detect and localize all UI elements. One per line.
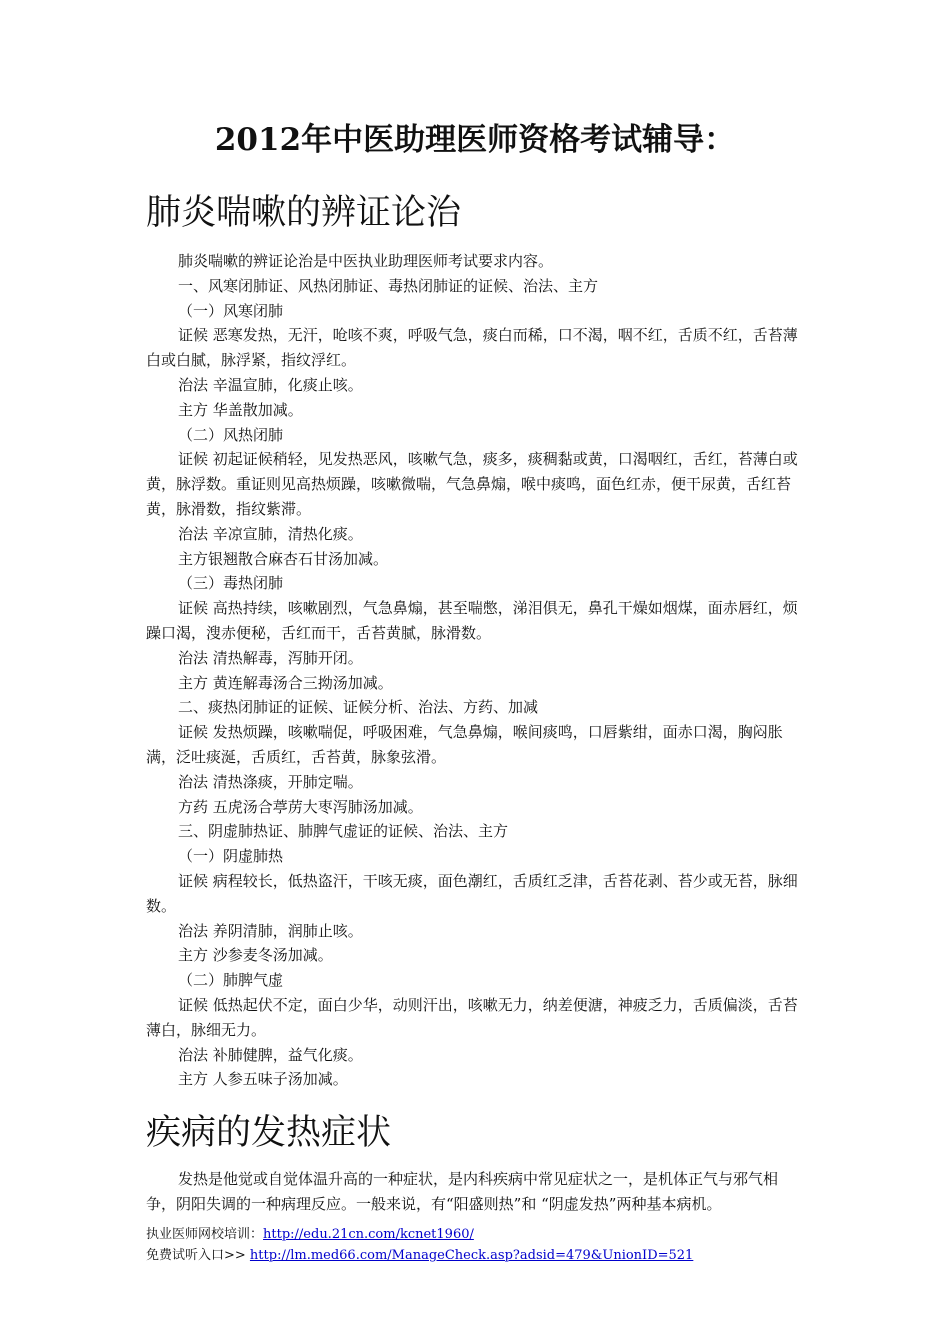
paragraph: （一）风寒闭肺 (178, 301, 284, 320)
section-heading-fever: 疾病的发热症状 (146, 1113, 392, 1153)
paragraph: 发热是他觉或自觉体温升高的一种症状，是内科疾病中常见症状之一，是机体正气与邪气相争，阴阳失调的一种病理反应。一般来说，有“阳盛则热”和 “阴虚发热”两种基本病机。 (146, 1170, 779, 1213)
paragraph: 治法 养阴清肺，润肺止咳。 (178, 921, 363, 940)
paragraph: （三）毒热闭肺 (178, 574, 284, 593)
paragraph: 证候 高热持续，咳嗽剧烈，气急鼻煽，甚至喘憋，涕泪俱无，鼻孔干燥如烟煤，面赤唇红，烦躁口渴，溲赤便秘，舌红而干，舌苔黄腻，脉滑数。 (146, 599, 798, 642)
paragraph: （二）风热闭肺 (178, 425, 284, 444)
page-title: 2012年中医助理医师资格考试辅导： (214, 122, 736, 158)
paragraph: 方药 五虎汤合葶苈大枣泻肺汤加减。 (178, 797, 423, 816)
footer-line-training (146, 1224, 693, 1245)
page-footer (146, 1224, 693, 1266)
paragraph: 证候 恶寒发热，无汗，呛咳不爽，呼吸气急，痰白而稀，口不渴，咽不红，舌质不红，舌苔薄白或白腻，脉浮紧，指纹浮红。 (146, 326, 798, 370)
section-body-fever (146, 1167, 806, 1217)
paragraph: 肺炎喘嗽的辨证论治是中医执业助理医师考试要求内容。 (178, 252, 554, 270)
footer-label-trial: 免费试听入口>> (146, 1248, 250, 1263)
paragraph: 证候 初起证候稍轻，见发热恶风，咳嗽气急，痰多，痰稠黏或黄，口渴咽红，舌红，苔薄白或黄，脉浮数。重证则见高热烦躁，咳嗽微喘，气急鼻煽，喉中痰鸣，面色红赤，便干尿黄，舌红苔黄，脉滑数，指纹紫滞。 (146, 450, 798, 518)
paragraph: （一）阴虚肺热 (178, 847, 284, 866)
paragraph: 主方 人参五味子汤加减。 (178, 1070, 348, 1089)
paragraph: 治法 辛凉宣肺，清热化痰。 (178, 524, 363, 543)
paragraph: 主方 华盖散加减。 (178, 400, 303, 419)
section-heading-pneumonia: 肺炎喘嗽的辨证论治 (146, 193, 462, 233)
footer-link-training[interactable]: http://edu.21cn.com/kcnet1960/ (263, 1227, 474, 1242)
section-body-pneumonia (146, 249, 806, 1092)
paragraph: 一、风寒闭肺证、风热闭肺证、毒热闭肺证的证候、治法、主方 (178, 276, 599, 295)
footer-label-training: 执业医师网校培训： (146, 1227, 264, 1242)
paragraph: 三、阴虚肺热证、肺脾气虚证的证候、治法、主方 (178, 822, 509, 841)
paragraph: 证候 发热烦躁，咳嗽喘促，呼吸困难，气急鼻煽，喉间痰鸣，口唇紫绀，面赤口渴，胸闷胀满，泛吐痰涎，舌质红，舌苔黄，脉象弦滑。 (146, 723, 783, 766)
paragraph: 主方银翘散合麻杏石甘汤加减。 (178, 549, 389, 568)
paragraph: 治法 辛温宣肺，化痰止咳。 (178, 375, 363, 394)
paragraph: 主方 黄连解毒汤合三拗汤加减。 (178, 673, 393, 692)
paragraph: 治法 补肺健脾，益气化痰。 (178, 1045, 363, 1064)
paragraph: 证候 低热起伏不定，面白少华，动则汗出，咳嗽无力，纳差便溏，神疲乏力，舌质偏淡，舌苔薄白，脉细无力。 (146, 995, 798, 1039)
paragraph: 主方 沙参麦冬汤加减。 (178, 946, 333, 965)
paragraph: 证候 病程较长，低热盗汗，干咳无痰，面色潮红，舌质红乏津，舌苔花剥、苔少或无苔，脉细数。 (146, 871, 798, 915)
paragraph: 治法 清热涤痰，开肺定喘。 (178, 772, 363, 791)
paragraph: 治法 清热解毒，泻肺开闭。 (178, 648, 363, 667)
footer-line-trial (146, 1245, 693, 1266)
paragraph: （二）肺脾气虚 (178, 971, 284, 990)
paragraph: 二、痰热闭肺证的证候、证候分析、治法、方药、加减 (178, 698, 539, 717)
footer-link-trial[interactable]: http://lm.med66.com/ManageCheck.asp?adsid=479&UnionID=521 (249, 1248, 694, 1263)
